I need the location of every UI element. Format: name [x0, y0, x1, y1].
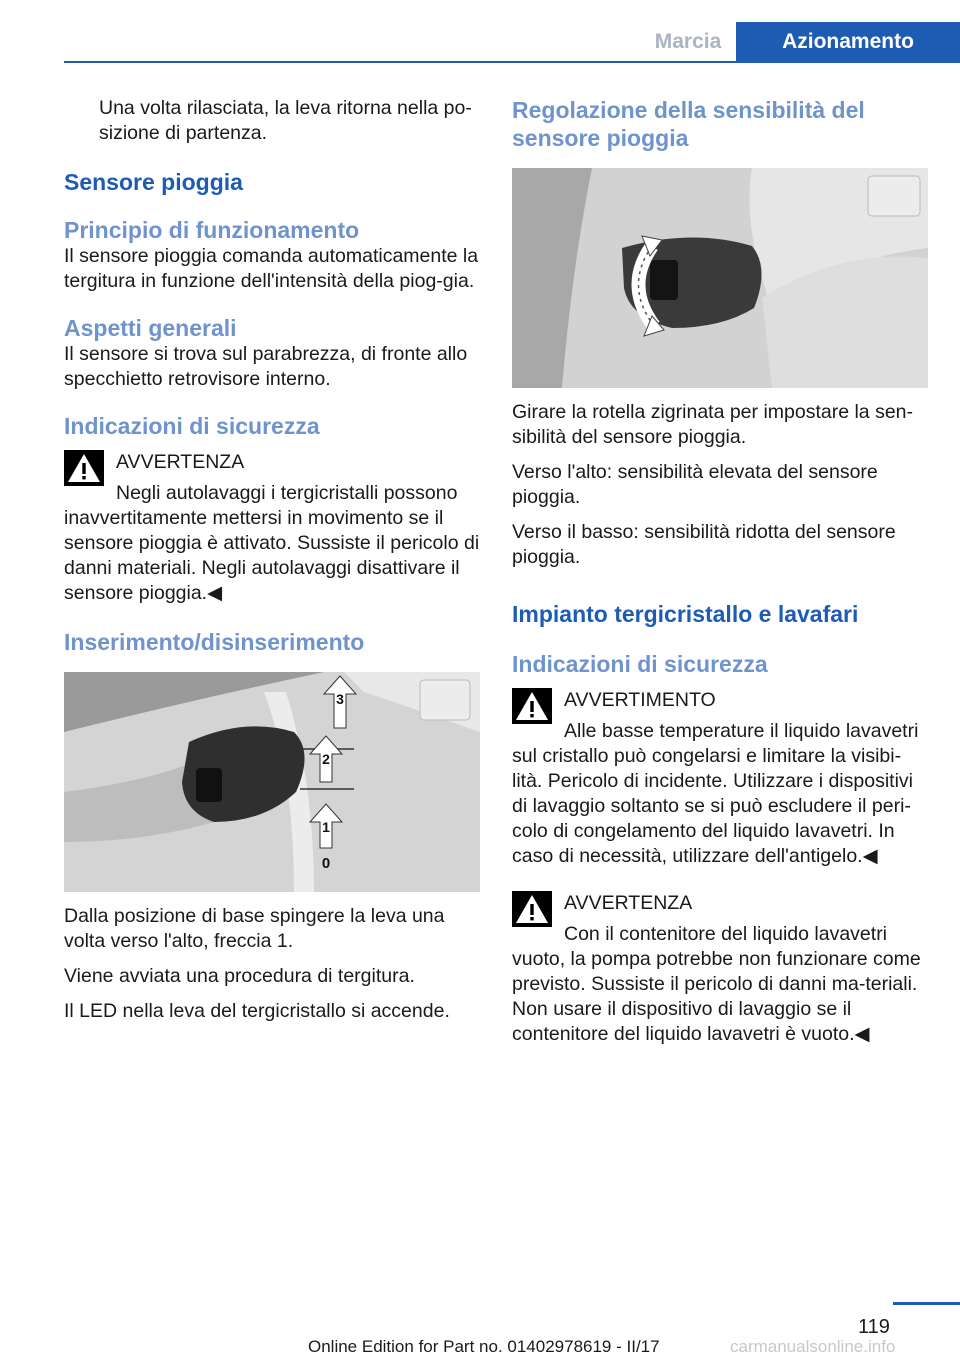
heading-wiper-system: Impianto tergicristallo e lavafari [512, 601, 859, 627]
heading-general: Aspetti generali [64, 315, 237, 341]
watermark: carmanualsonline.info [730, 1337, 896, 1356]
footer-rule [893, 1302, 960, 1305]
right-column [512, 96, 930, 1057]
heading-principle: Principio di funzionamento [64, 217, 360, 243]
page-header [0, 0, 960, 62]
heading-on-off: Inserimento/disinserimento [64, 629, 365, 655]
paragraph-up: Verso l'alto: sensibilità elevata del sensore pioggia. [512, 461, 878, 508]
wiper-lever-photo [64, 672, 480, 892]
header-rule [64, 61, 960, 63]
paragraph-push-lever: Dalla posizione di base spingere la leva una volta verso l'alto, freccia 1. [64, 905, 445, 952]
left-column [64, 96, 482, 1034]
heading-safety: Indicazioni di sicurezza [64, 413, 320, 439]
warning-text-first: Negli autolavaggi i tergicristalli possono [116, 482, 458, 504]
chapter-tab: Azionamento [736, 22, 960, 62]
warning-text: inavvertitamente mettersi in movimento se il sensore pioggia è attivato. Sussiste il pericolo di danni materiali. Negli autolavaggi disattivare il sensore pioggia.◀ [64, 507, 480, 604]
warning-title: AVVERTENZA [116, 451, 245, 473]
warning-text: vuoto, la pompa potrebbe non funzionare come previsto. Sussiste il pericolo di danni ma-teriali. Non usare il dispositivo di lavaggio se il contenitore del liquido lavavetri è vuoto.◀ [512, 948, 921, 1045]
warning-text: sul cristallo può congelarsi e limitare la visibi-lità. Pericolo di incidente. Utilizzare i dispositivi di lavaggio soltanto se si può escludere il peri-colo di congelamento del liquido lavavetri. In caso di necessità, utilizzare dell'antigelo.◀ [512, 745, 913, 867]
edition-note: Online Edition for Part no. 01402978619 - II/17 [308, 1337, 660, 1356]
warning-title: AVVERTIMENTO [564, 689, 716, 711]
paragraph-turn-wheel: Girare la rotella zigrinata per impostare la sen-sibilità del sensore pioggia. [512, 401, 914, 448]
paragraph-general: Il sensore si trova sul parabrezza, di fronte allo specchietto retrovisore interno. [64, 343, 468, 390]
section-label: Marcia [654, 30, 722, 53]
warning-icon [64, 450, 104, 486]
paragraph-wipe-start: Viene avviata una procedura di tergitura. [64, 965, 415, 987]
warning-block-empty-tank [512, 891, 930, 1047]
paragraph-principle: Il sensore pioggia comanda automaticamente la tergitura in funzione dell'intensità della piog-gia. [64, 245, 479, 292]
paragraph-led: Il LED nella leva del tergicristallo si accende. [64, 1000, 450, 1022]
heading-sensitivity: Regolazione della sensibilità del sensore pioggia [512, 97, 865, 151]
warning-block-frost [512, 688, 930, 869]
warning-text-first: Alle basse temperature il liquido lavavetri [564, 720, 919, 742]
arrow-label-0: 0 [321, 855, 331, 872]
warning-title: AVVERTENZA [564, 892, 693, 914]
arrow-label-2: 2 [322, 751, 330, 767]
arrow-label-1: 1 [322, 819, 330, 835]
heading-rain-sensor: Sensore pioggia [64, 169, 243, 195]
arrow-label-3: 3 [336, 691, 344, 707]
warning-icon [512, 891, 552, 927]
warning-icon [512, 688, 552, 724]
warning-block [64, 450, 482, 606]
intro-paragraph: Una volta rilasciata, la leva ritorna nella po-sizione di partenza. [99, 97, 472, 144]
warning-text-first: Con il contenitore del liquido lavavetri [564, 923, 888, 945]
page-number: 119 [858, 1316, 890, 1338]
knurled-wheel-photo [512, 168, 928, 388]
paragraph-down: Verso il basso: sensibilità ridotta del sensore pioggia. [512, 521, 896, 568]
heading-safety-right: Indicazioni di sicurezza [512, 651, 768, 677]
